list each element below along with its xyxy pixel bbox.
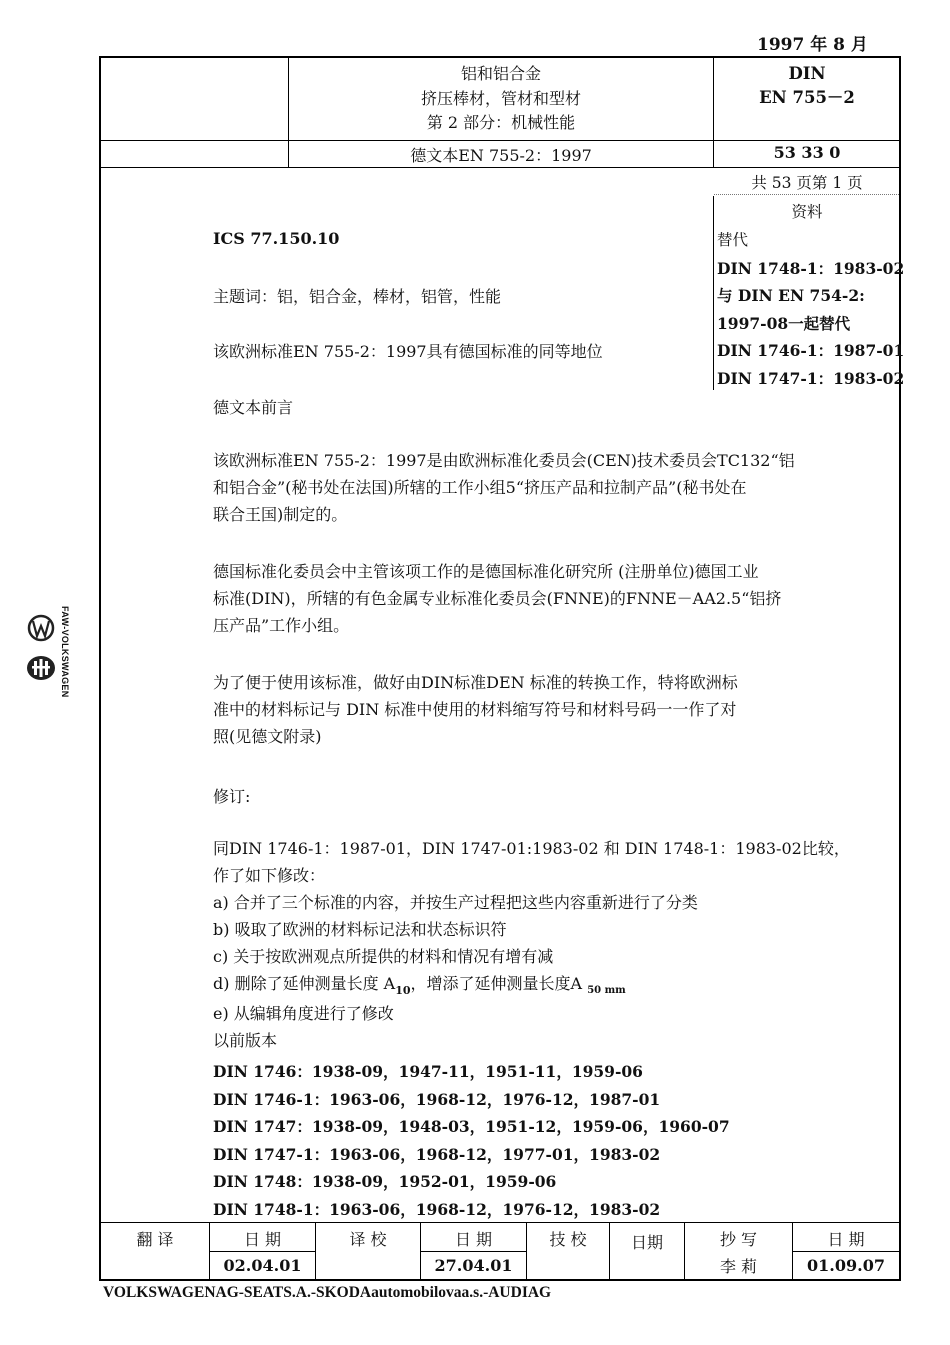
proof-date: 27.04.01	[434, 1256, 513, 1275]
p2-line-3: 压产品”工作小组。	[213, 616, 350, 635]
info-label: 资料	[791, 203, 823, 221]
previous-edition-line: DIN 1748：1938-09，1952-01，1959-06	[213, 1172, 557, 1191]
title-line-3: 第 2 部分：机械性能	[426, 113, 576, 132]
copy-date: 01.09.07	[807, 1256, 885, 1275]
previous-editions-title: 以前版本	[213, 1031, 278, 1050]
replaces-line-3: 1997-08一起替代	[717, 313, 851, 333]
previous-edition-line: DIN 1746-1：1963-06，1968-12，1976-12，1987-01	[213, 1089, 661, 1109]
previous-edition-line: DIN 1747-1：1963-06，1968-12，1977-01，1983-02	[213, 1144, 661, 1164]
ics-code: ICS 77.150.10	[213, 229, 340, 248]
replaces-line-5: DIN 1747-1：1983-02	[717, 368, 905, 388]
keywords: 主题词：铝，铝合金，棒材，铝管，性能	[213, 287, 502, 306]
translate-date-label: 日 期	[243, 1230, 282, 1249]
faw-volkswagen-logo	[26, 608, 76, 708]
document-date: 1997 年 8 月	[757, 35, 868, 55]
title-line-1: 铝和铝合金	[460, 64, 541, 83]
p3-line-1: 为了便于使用该标准，做好由DIN标准DEN 标准的转换工作，特将欧洲标	[213, 673, 738, 692]
foreword-paragraph-3	[213, 669, 883, 750]
replaces-block	[717, 227, 904, 393]
logo-text: FAW-VOLKSWAGEN	[60, 606, 70, 698]
p1-line-1: 该欧洲标准EN 755-2：1997是由欧洲标准化委员会(CEN)技术委员会TC132“铝	[213, 451, 795, 470]
replaces-label: 替代	[717, 231, 749, 249]
revision-intro	[213, 835, 893, 1054]
replaces-line-4: DIN 1746-1：1987-01	[717, 341, 905, 361]
class-code: 53 33 0	[773, 143, 841, 162]
din-designation	[714, 62, 900, 110]
din-label: DIN	[788, 64, 826, 83]
p2-line-1: 德国标准化委员会中主管该项工作的是德国标准化研究所 (注册单位)德国工业	[213, 562, 759, 581]
din-number: EN 755－2	[759, 88, 855, 107]
revision-item-c: c) 关于按欧洲观点所提供的材料和情况有增有减	[213, 947, 554, 966]
foreword-paragraph-2	[213, 558, 883, 639]
copier-name: 李 莉	[719, 1257, 758, 1276]
proof-date-label: 日 期	[454, 1230, 493, 1249]
translate-date: 02.04.01	[223, 1256, 302, 1275]
revision-intro-line-1: 同DIN 1746-1：1987-01，DIN 1747-01:1983-02 和 DIN 1748-1：1983-02比较，	[213, 839, 850, 858]
p1-line-3: 联合王国)制定的。	[213, 505, 348, 524]
tech-check-label: 技 校	[549, 1230, 587, 1249]
revision-item-a: a) 合并了三个标准的内容，并按生产过程把这些内容重新进行了分类	[213, 893, 698, 912]
previous-edition-line: DIN 1746：1938-09，1947-11，1951-11，1959-06	[213, 1062, 643, 1081]
company-footer: VOLKSWAGENAG-SEATS.A.-SKODAautomobilovaa.s.-AUDIAG	[103, 1284, 552, 1301]
p2-line-2: 标准(DIN)，所辖的有色金属专业标准化委员会(FNNE)的FNNE－AA2.5“铝挤	[213, 589, 782, 608]
revision-item-b: b) 吸取了欧洲的材料标记法和状态标识符	[213, 920, 507, 939]
revision-title: 修订:	[213, 787, 251, 806]
translator-label: 翻 译	[136, 1230, 174, 1249]
equivalence-statement: 该欧洲标准EN 755-2：1997具有德国标准的同等地位	[213, 342, 603, 361]
previous-edition-line: DIN 1747：1938-09，1948-03，1951-12，1959-06，1960-07	[213, 1117, 730, 1136]
previous-editions	[213, 1058, 893, 1223]
p1-line-2: 和铝合金”(秘书处在法国)所辖的工作小组5“挤压产品和拉制产品”(秘书处在	[213, 478, 747, 497]
proofreader-label: 译 校	[349, 1230, 387, 1249]
tech-date-label: 日期	[630, 1233, 663, 1252]
replaces-line-2: 与 DIN EN 754-2:	[717, 286, 865, 306]
replaces-line-1: DIN 1748-1：1983-02	[717, 258, 905, 278]
copy-date-label: 日 期	[827, 1230, 865, 1249]
foreword-paragraph-1	[213, 447, 883, 528]
page-count: 共 53 页第 1 页	[751, 174, 863, 192]
copy-label: 抄 写	[719, 1230, 758, 1249]
revision-intro-line-2: 作了如下修改：	[213, 866, 326, 885]
foreword-title: 德文本前言	[213, 398, 294, 417]
p3-line-2: 准中的材料标记与 DIN 标准中使用的材料缩写符号和材料号码一一作了对	[213, 700, 737, 719]
revision-item-d: d) 删除了延伸测量长度 $A_{10}$，增添了延伸测量长度A $_{50 mm}$	[213, 974, 626, 997]
p3-line-3: 照(见德文附录)	[213, 727, 322, 746]
standard-title	[289, 62, 713, 136]
revision-item-e: e) 从编辑角度进行了修改	[213, 1004, 394, 1023]
previous-edition-line: DIN 1748-1：1963-06，1968-12，1976-12，1983-02	[213, 1199, 661, 1219]
logo-emblems-icon	[26, 608, 56, 703]
german-text-label: 德文本EN 755-2：1997	[410, 146, 592, 165]
title-line-2: 挤压棒材，管材和型材	[420, 88, 581, 108]
